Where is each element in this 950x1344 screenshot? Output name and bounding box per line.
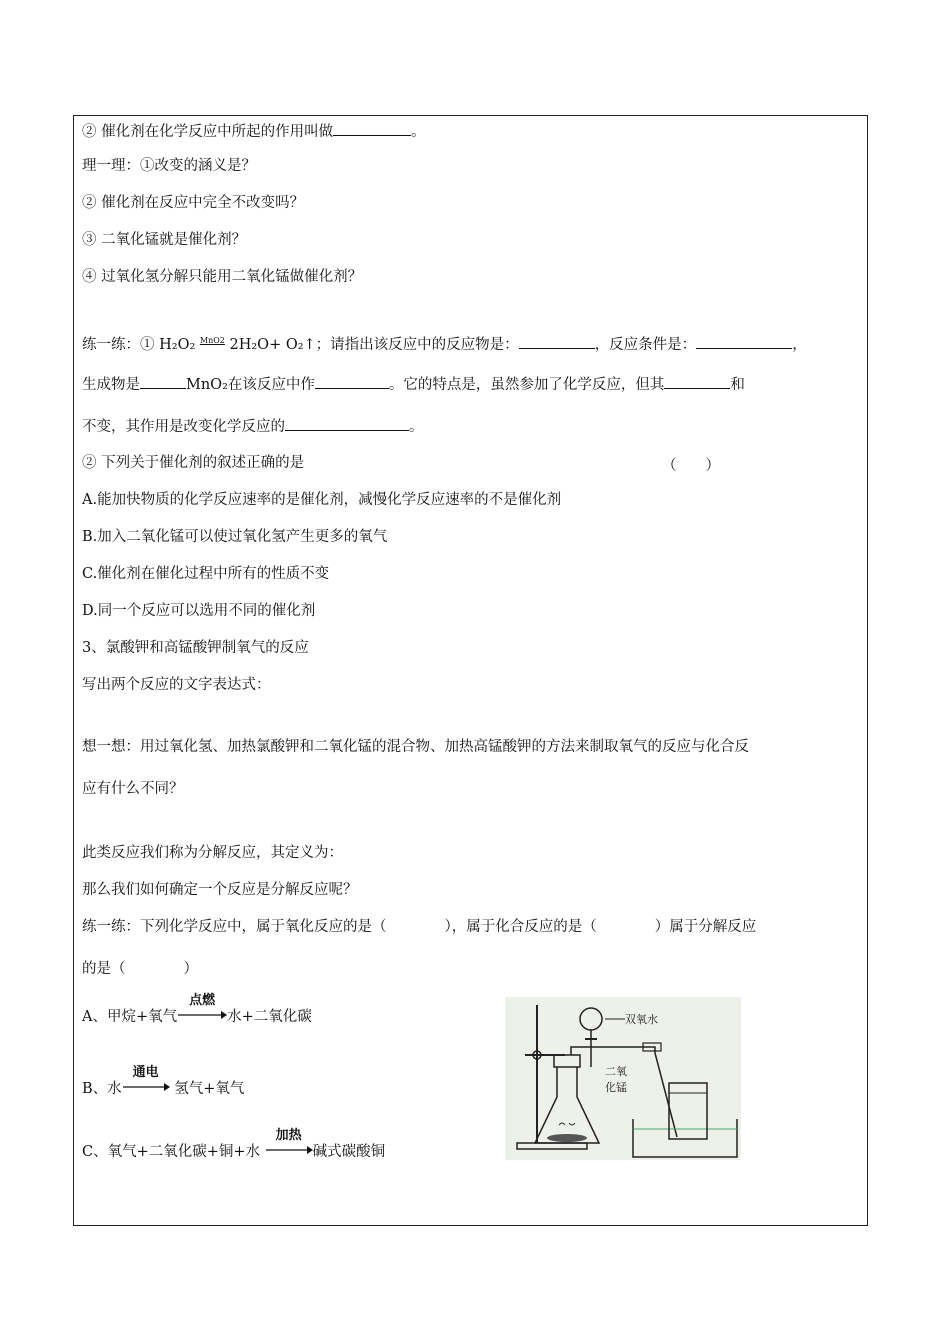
answer-blank[interactable] [519,334,595,349]
text: 氢气+氧气 [174,1081,245,1097]
reflect-line-4: ④ 过氧化氢分解只能用二氧化锰做催化剂？ [82,269,363,285]
text: 2H₂O+ O₂↑；请指出该反应中的反应物是： [229,337,519,353]
option-c: C.催化剂在催化过程中所有的性质不变 [82,566,330,582]
condition-label: 点燃 [189,993,216,1008]
option-a: A.能加快物质的化学反应速率的是催化剂，减慢化学反应速率的不是催化剂 [82,492,562,508]
option-b: B.加入二氧化锰可以使过氧化氢产生更多的氧气 [82,529,388,545]
text: 和 [730,377,745,393]
catalyst-label: MnO2 [199,336,225,345]
reaction-c [82,1128,386,1161]
text: ），属于化合反应的是（ [444,919,597,935]
reflect-line-1: 理一理：①改变的涵义是？ [82,158,256,174]
question-line: 那么我们如何确定一个反应是分解反应呢？ [82,882,358,898]
reaction-arrow [177,993,227,1026]
definition-line: 此类反应我们称为分解反应，其定义为： [82,845,343,861]
condition-label: 加热 [275,1128,302,1143]
answer-paren[interactable]: （ ） [662,458,720,474]
apparatus-drawing [505,997,741,1160]
answer-blank[interactable] [696,334,792,349]
text: 。 [411,124,426,140]
think-line-2: 应有什么不同？ [82,781,184,797]
reaction-arrow [265,1128,313,1161]
text: 生成物是 [82,377,140,393]
answer-blank[interactable] [333,121,411,136]
practice-classify-line [82,918,756,936]
label-mno2-line2: 化锰 [605,1081,627,1094]
practice-equation-line [82,332,807,354]
text: 水+二氧化碳 [227,1009,312,1025]
answer-blank[interactable] [315,374,389,389]
section-3-prompt: 写出两个反应的文字表达式： [82,677,271,693]
answer-blank[interactable] [664,374,730,389]
text: A、甲烷+氧气 [82,1009,178,1025]
condition-label: 通电 [132,1065,159,1080]
reaction-b [82,1065,245,1098]
reflect-line-3: ③ 二氧化锰就是催化剂？ [82,232,247,248]
text: ② 催化剂在化学反应中所起的作用叫做 [82,124,334,140]
text: ，反应条件是： [594,337,697,353]
text: C、氧气+二氧化碳+铜+水 [82,1144,261,1160]
practice-function-line [82,416,424,436]
answer-blank[interactable] [285,416,409,431]
option-d: D.同一个反应可以选用不同的催化剂 [82,603,316,619]
text: ）属于分解反应 [654,919,757,935]
text: 。它的特点是，虽然参加了化学反应，但其 [388,377,665,393]
section-3-heading: 3、氯酸钾和高锰酸钾制氧气的反应 [82,640,309,656]
text: 不变，其作用是改变化学反应的 [82,419,285,435]
q-catalyst-statement: ② 下列关于催化剂的叙述正确的是 [82,455,305,471]
text: 。 [409,419,424,435]
answer-blank[interactable] [140,374,186,389]
text: MnO₂在该反应中作 [186,377,315,393]
reaction-arrow [122,1065,170,1098]
text: ， [792,337,807,353]
text: B、水 [82,1081,122,1097]
label-mno2-line1: 二氧 [605,1065,627,1078]
think-line-1: 想一想：用过氧化氢、加热氯酸钾和二氧化锰的混合物、加热高锰酸钾的方法来制取氧气的反应与化合反 [82,739,749,755]
text: 练一练：① H₂O₂ [82,337,196,353]
practice-products-line [82,374,745,394]
reflect-line-2: ② 催化剂在反应中完全不改变吗？ [82,195,305,211]
practice-classify-line-2: 的是（ ） [82,961,198,977]
text: 碱式碳酸铜 [312,1144,386,1160]
q-catalyst-role [82,121,426,141]
reaction-a [82,993,312,1026]
text: 练一练：下列化学反应中，属于氧化反应的是（ [82,919,387,935]
label-hydrogen-peroxide: 双氧水 [625,1013,658,1026]
apparatus-figure [505,997,741,1160]
